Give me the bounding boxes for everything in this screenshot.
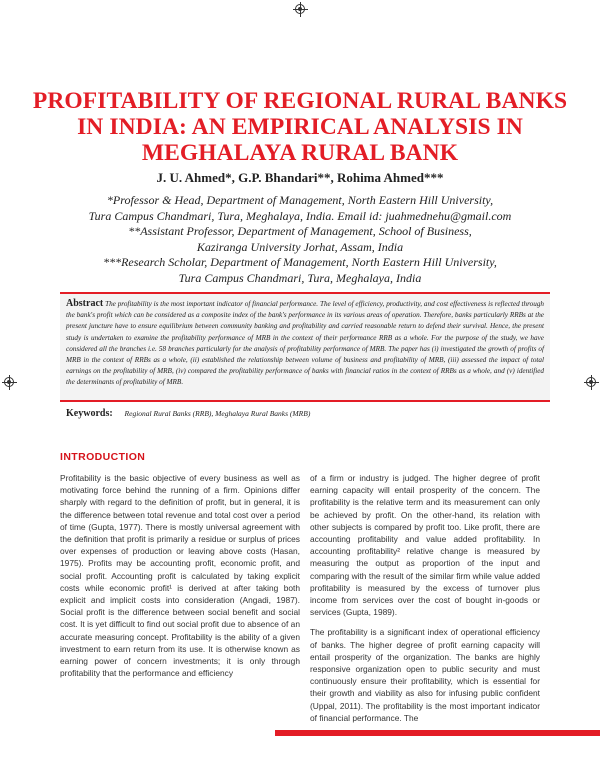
registration-mark-top xyxy=(295,4,305,14)
abstract-label: Abstract xyxy=(66,298,104,309)
abstract-text: The profitability is the most important indicator of financial performance. The level of efficiency, productivity, and cost effectiveness is reflected through the bank's profit which can be considered as a composite index of the bank's performance in its various areas of operation. Therefore, banks particularly RRBs at the present juncture have to ensure equilibrium between community banking and profitability and carried reasonable return to defend their survival. Hence, the present study is undertaken to examine the profitability performance of MRB in the context of their performance RRB as a whole. For the purpose of the study, we have considered all the branches i.e. 58 branches particularly for the analysis of profitability performance of MRB. The paper has (i) investigated the growth of profits of MRB in the context of RRBs as a whole, (ii) established the relationship between volume of business and profitability of MRB, (iii) assessed the impact of total earnings on the profitability of MRB, (iv) compared the profitability performance of banks with financial ratios in the context of RRBs as a whole, and (v) identified the determinants of profitability of MRB. xyxy=(66,300,545,387)
paper-title: PROFITABILITY OF REGIONAL RURAL BANKS IN INDIA: AN EMPIRICAL ANALYSIS IN MEGHALAYA RURAL BANK xyxy=(32,88,568,166)
affiliation-line: *Professor & Head, Department of Management, North Eastern Hill University, xyxy=(106,193,494,207)
affiliations xyxy=(60,193,540,286)
author-list: J. U. Ahmed*, G.P. Bhandari**, Rohima Ahmed*** xyxy=(156,170,444,185)
body-paragraph: of a firm or industry is judged. The higher degree of profit earning capacity will entail prosperity of the concern. The profitability is the relative term and its measurement can only be achieved by profit. On the other-hand, its relation with other subjects is compared by profit too. Like profit, there are accounting profitability and value added profitability. In accounting profitability² relative change is measured by measuring the output as proportion of the input and comparing with the result of the similar firm while value added profitability is measured by the excess of turnover plus income from services over the cost of bought in-goods or services (Gupta, 1989). xyxy=(310,473,540,618)
right-column xyxy=(310,472,540,732)
body-paragraph: The profitability is a significant index of operational efficiency of banks. The higher degree of profit earning capacity will entail prosperity of the organization. The banks are highly responsive organization open to public security and must continuously ensure their profitability, which is essential for their growth and viability as also for infusing public confident (Uppal, 2011). The profitability is the most important indicator of financial performance. The xyxy=(310,627,540,723)
keywords-text: Regional Rural Banks (RRB), Meghalaya Rural Banks (MRB) xyxy=(124,409,311,418)
footer-accent-bar xyxy=(275,730,600,736)
keywords-label: Keywords: xyxy=(66,408,113,419)
left-column xyxy=(60,472,300,687)
affiliation-line: Kaziranga University Jorhat, Assam, India xyxy=(196,239,404,254)
section-heading-introduction: INTRODUCTION xyxy=(60,451,146,463)
body-paragraph: Profitability is the basic objective of every business as well as motivating force behind the running of a firm. Opinions differ sharply with regard to the definition of profit, but in general, it is the difference between total revenue and total cost over a period of time (Gupta, 1977). There is mostly universal agreement with the definition that profit is primarily a residue or surplus of prices over expenses of production or leaving above costs (Hasan, 1975). Profits may be accounting profit, economic profit, and social profit. Accounting profit is calculated by taking explicit costs while economic profit¹ is derived at after taking both explicit and implicit costs into consideration (Angadi, 1987). Social profit is the difference between social benefit and social cost. It is yet difficult to find out social profit due to absence of an accurate measuring concept. Profitability is the ability of a given investment to earn return from its use. It is otherwise known as earning power of concern investments; it is only through profitability that the performance and efficiency xyxy=(60,473,300,679)
abstract xyxy=(66,298,544,389)
affiliation-line: Tura Campus Chandmari, Tura, Meghalaya, India xyxy=(178,270,422,285)
registration-mark-left xyxy=(4,377,14,387)
affiliation-line: Tura Campus Chandmari, Tura, Meghalaya, India. Email id: juahmednehu@gmail.com xyxy=(88,208,512,223)
keywords xyxy=(66,408,310,419)
affiliation-line: **Assistant Professor, Department of Management, School of Business, xyxy=(128,224,472,238)
affiliation-line: ***Research Scholar, Department of Management, North Eastern Hill University, xyxy=(103,255,497,269)
abstract-box xyxy=(60,292,550,402)
registration-mark-right xyxy=(586,377,596,387)
